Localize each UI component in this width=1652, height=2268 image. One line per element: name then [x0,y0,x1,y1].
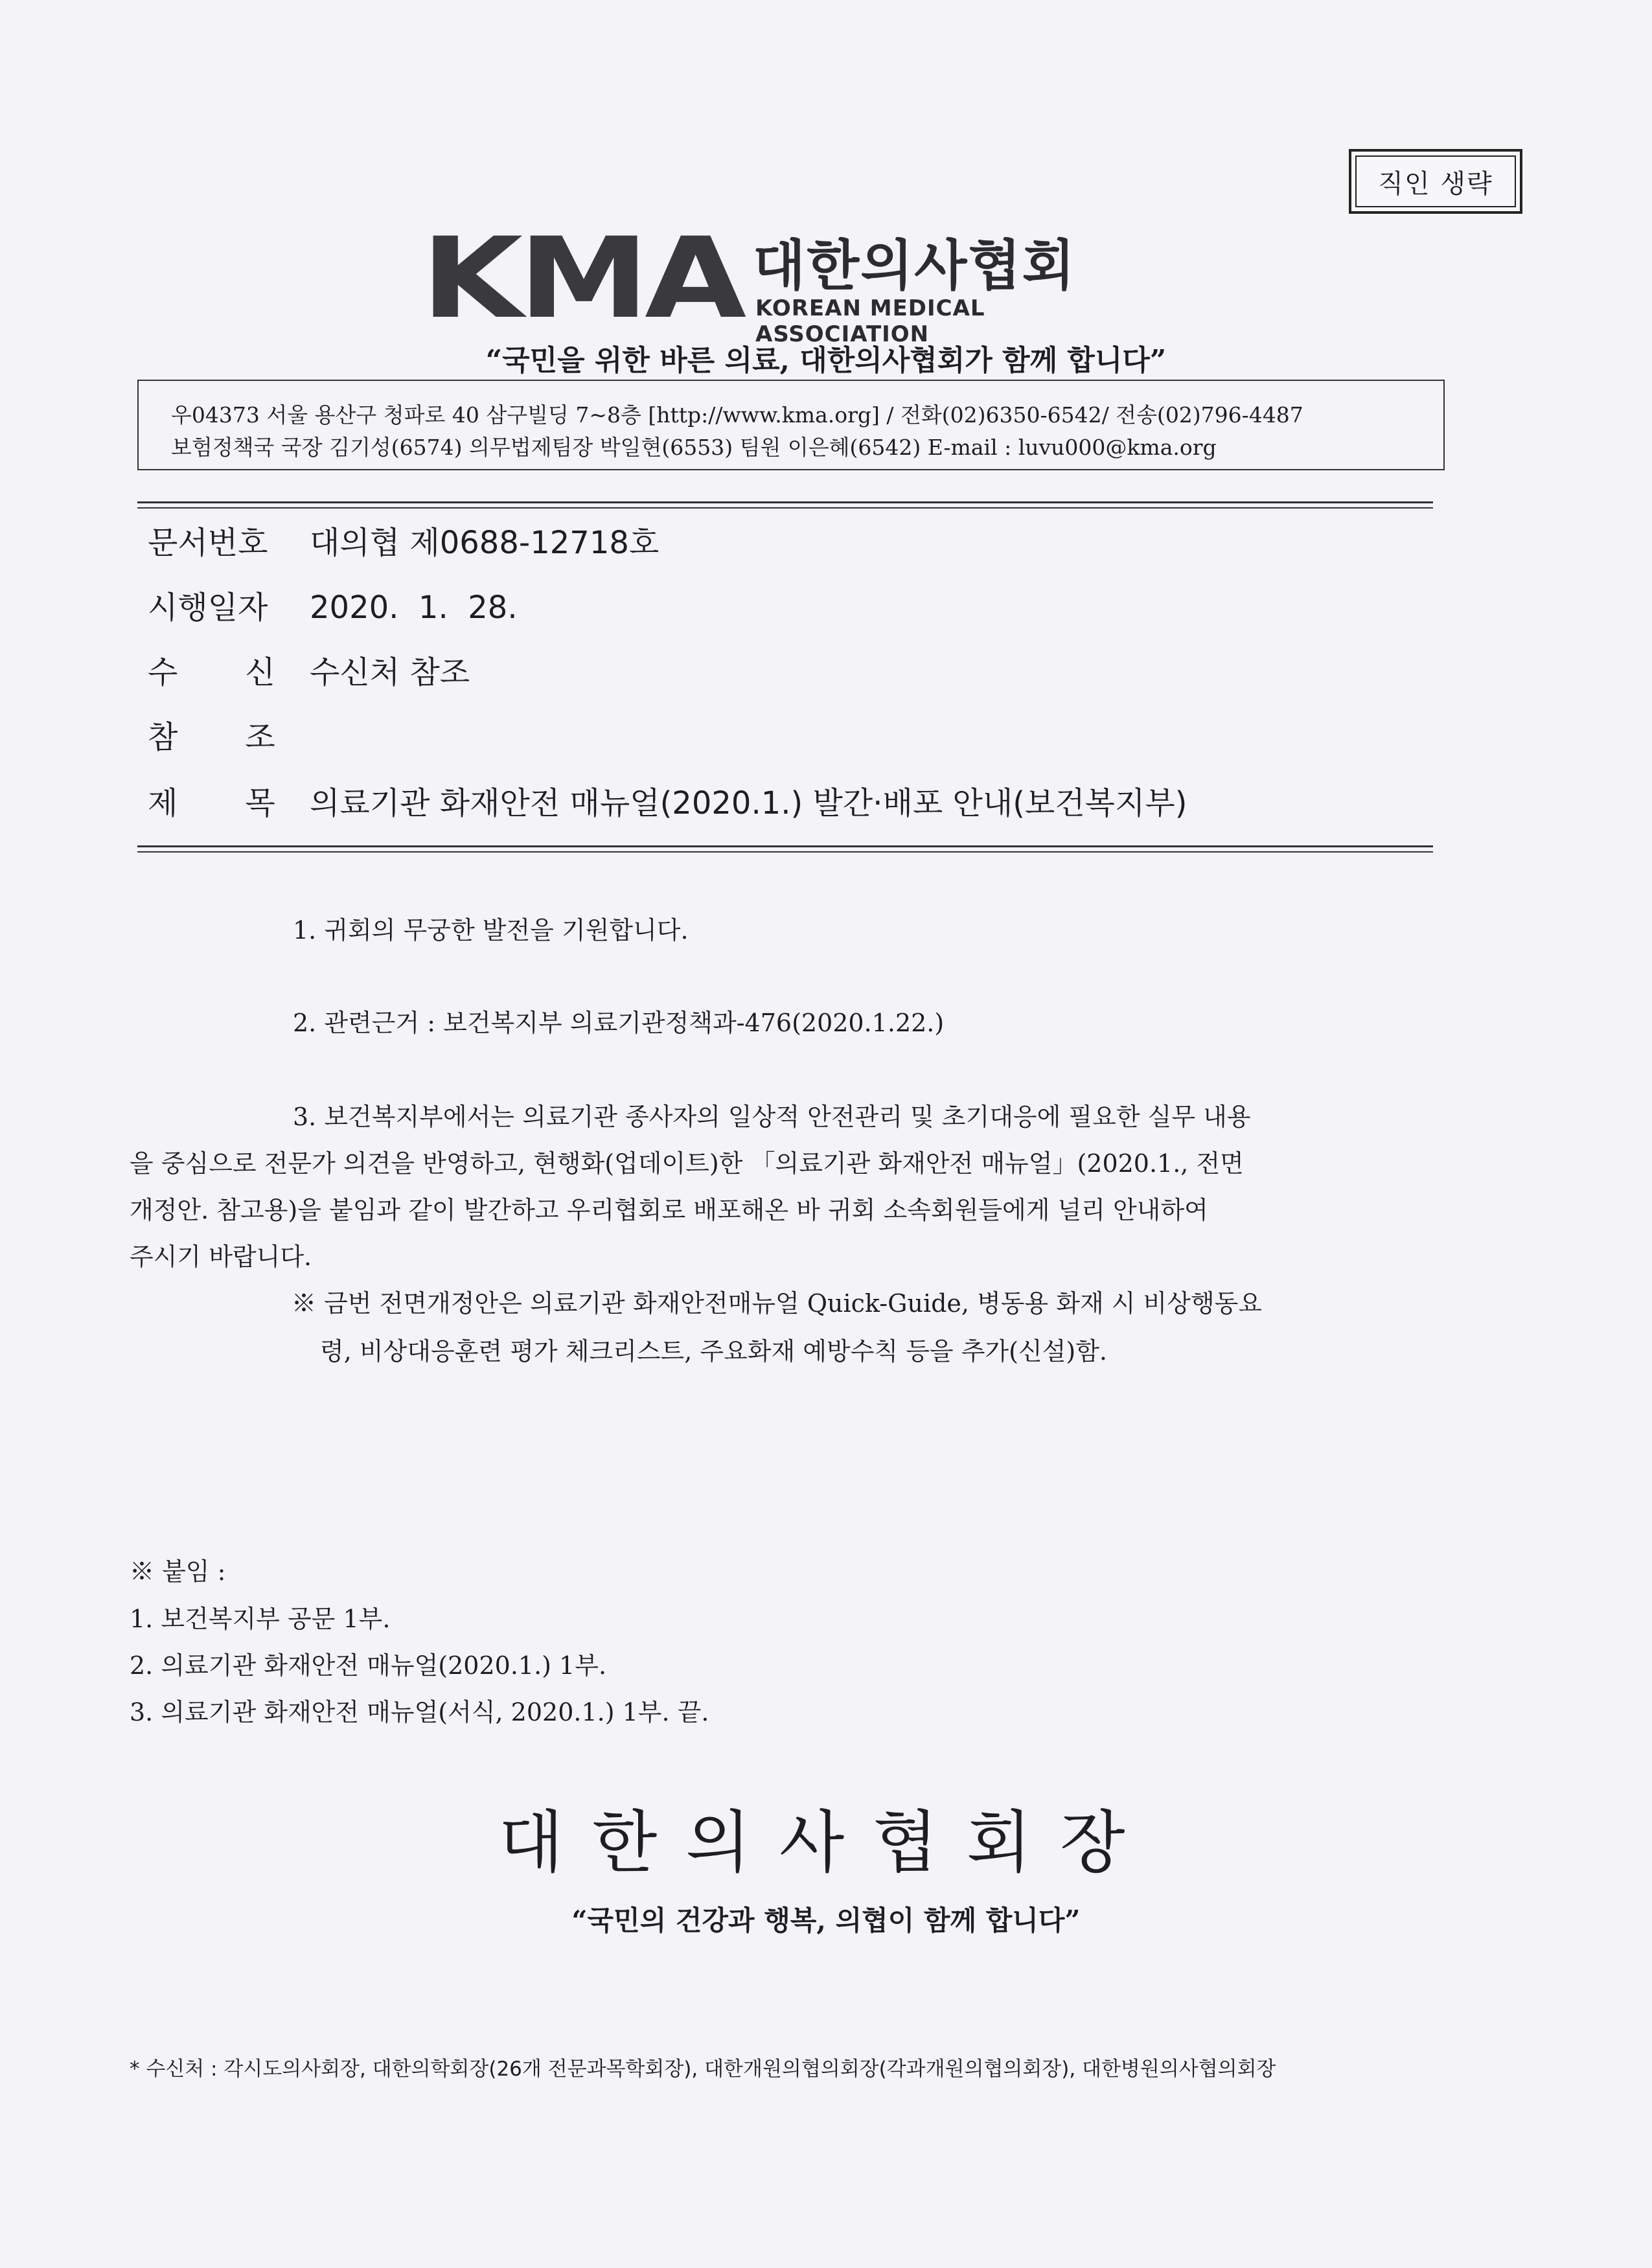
subject-row [148,784,1187,823]
kma-logo [421,213,1147,347]
paragraph-3-line: 을 중심으로 전문가 의견을 반영하고, 현행화(업데이트)한 「의료기관 화재안전 매뉴얼」(2020.1., 전면 [130,1149,1244,1178]
recipient-label: 수신 [148,654,343,691]
issuer-title: 대한의사협회장 [498,1803,1154,1882]
recipient-row [148,653,470,692]
subject-label: 제목 [148,785,343,821]
date-row [148,588,518,627]
stamp-text: 직인 생략 [1378,168,1493,199]
divider-top [137,501,1433,509]
doc-number-label: 문서번호 [148,525,268,561]
org-name-english: KOREAN MEDICAL ASSOCIATION [755,295,985,347]
doc-number-value: 대의협 제0688-12718호 [310,525,660,561]
paragraph-3-line: 3. 보건복지부에서는 의료기관 종사자의 일상적 안전관리 및 초기대응에 필요한 실무 내용 [293,1103,1251,1131]
recipients-list: * 수신처 : 각시도의사회장, 대한의학회장(26개 전문과목학회장), 대한개원의협의회장(각과개원의협의회장), 대한병원의사협의회장 [130,2057,1276,2081]
attachments-heading: ※ 붙임 : [130,1557,226,1586]
attachment-item: 3. 의료기관 화재안전 매뉴얼(서식, 2020.1.) 1부. 끝. [130,1698,709,1726]
attachment-item: 1. 보건복지부 공문 1부. [130,1605,391,1633]
contact-address-line: 우04373 서울 용산구 청파로 40 삼구빌딩 7~8층 [http://www.kma.org] / 전화(02)6350-6542/ 전송(02)796-4487 [171,402,1303,428]
divider-bottom [137,845,1433,853]
recipient-value: 수신처 참조 [310,654,470,691]
contact-box [137,380,1445,470]
date-label: 시행일자 [148,590,268,626]
attachment-item: 2. 의료기관 화재안전 매뉴얼(2020.1.) 1부. [130,1651,607,1680]
reference-row [148,718,343,757]
paragraph-3-line: 개정안. 참고용)을 붙임과 같이 발간하고 우리협회로 배포해온 바 귀회 소속회원들에게 널리 안내하여 [130,1196,1208,1224]
paragraph-1: 1. 귀회의 무궁한 발전을 기원합니다. [293,916,689,945]
paragraph-2: 2. 관련근거 : 보건복지부 의료기관정책과-476(2020.1.22.) [293,1009,945,1037]
paragraph-3 [130,1094,1458,1280]
revision-note-line: 령, 비상대응훈련 평가 체크리스트, 주요화재 예방수칙 등을 추가(신설)함. [320,1337,1107,1366]
header-slogan: “국민을 위한 바른 의료, 대한의사협회가 함께 합니다” [485,344,1167,377]
footer-slogan: “국민의 건강과 행복, 의협이 함께 합니다” [571,1905,1081,1936]
date-value: 2020. 1. 28. [310,590,518,626]
doc-number-row [148,523,659,562]
kma-logo-mark: KMA [421,213,742,343]
revision-note-line: ※ 금번 전면개정안은 의료기관 화재안전매뉴얼 Quick-Guide, 병동용 화재 시 비상행동요 [292,1289,1263,1318]
reference-label: 참조 [148,719,343,755]
org-name-korean: 대한의사협회 [753,234,1076,297]
seal-omitted-stamp [1349,149,1522,214]
paragraph-3-line: 주시기 바랍니다. [130,1243,312,1271]
revision-note [292,1279,1458,1375]
subject-value: 의료기관 화재안전 매뉴얼(2020.1.) 발간·배포 안내(보건복지부) [310,785,1187,821]
contact-staff-line: 보험정책국 국장 김기성(6574) 의무법제팀장 박일현(6553) 팀원 이은혜(6542) E-mail : luvu000@kma.org [171,435,1217,460]
